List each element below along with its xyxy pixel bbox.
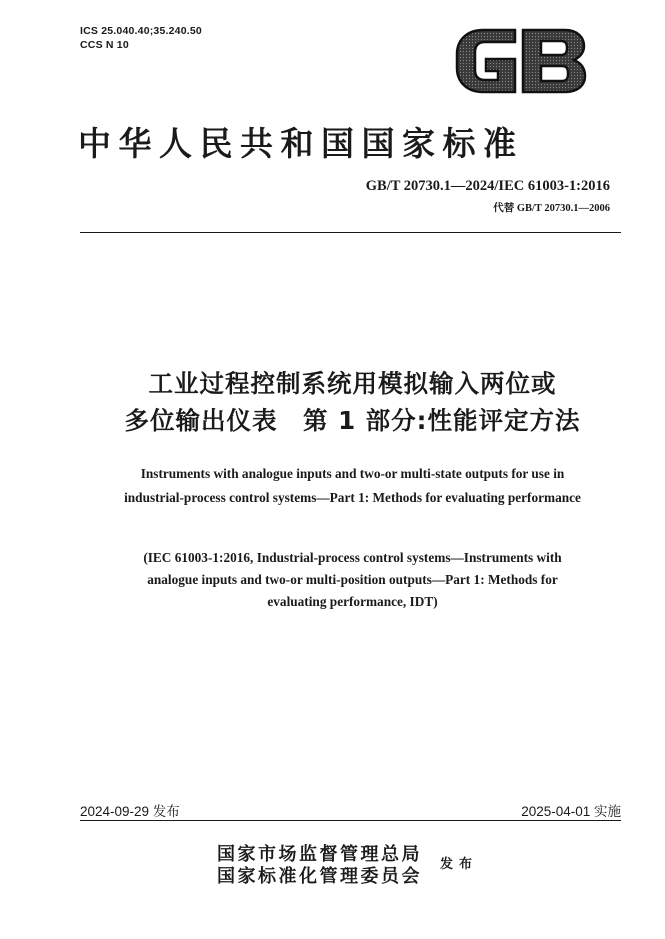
standard-title: 中华人民共和国国家标准	[78, 124, 524, 163]
publisher-line-1: 国家市场监督管理总局	[217, 844, 422, 865]
classification-codes	[80, 24, 202, 52]
equivalence-line-1: (IEC 61003-1:2016, Industrial-process control systems—Instruments with	[143, 550, 562, 565]
publish-label: 发布	[440, 857, 479, 872]
equivalence-line-2: analogue inputs and two-or multi-position outputs—Part 1: Methods for	[147, 572, 558, 587]
ics-code: ICS 25.040.40;35.240.50	[80, 25, 202, 37]
english-title-line-1: Instruments with analogue inputs and two-or multi-state outputs for use in	[140, 466, 565, 481]
gb-logo-icon	[453, 26, 588, 96]
ccs-code: CCS N 10	[80, 39, 129, 51]
chinese-title-line-1: 工业过程控制系统用模拟输入两位或	[148, 369, 557, 398]
header-divider	[80, 232, 621, 233]
implementation-date: 2025-04-01 实施	[521, 804, 621, 819]
equivalence-line-3: evaluating performance, IDT)	[267, 594, 438, 609]
replaces-standard: 代替 GB/T 20730.1—2006	[493, 203, 610, 214]
footer-divider	[80, 820, 621, 821]
chinese-title-line-2: 多位输出仪表 第 1 部分:性能评定方法	[124, 406, 581, 435]
issue-date: 2024-09-29 发布	[80, 804, 180, 819]
standard-number: GB/T 20730.1—2024/IEC 61003-1:2016	[365, 178, 610, 194]
publisher-line-2: 国家标准化管理委员会	[217, 866, 422, 887]
english-title-line-2: industrial-process control systems—Part 1: Methods for evaluating performance	[124, 490, 581, 505]
